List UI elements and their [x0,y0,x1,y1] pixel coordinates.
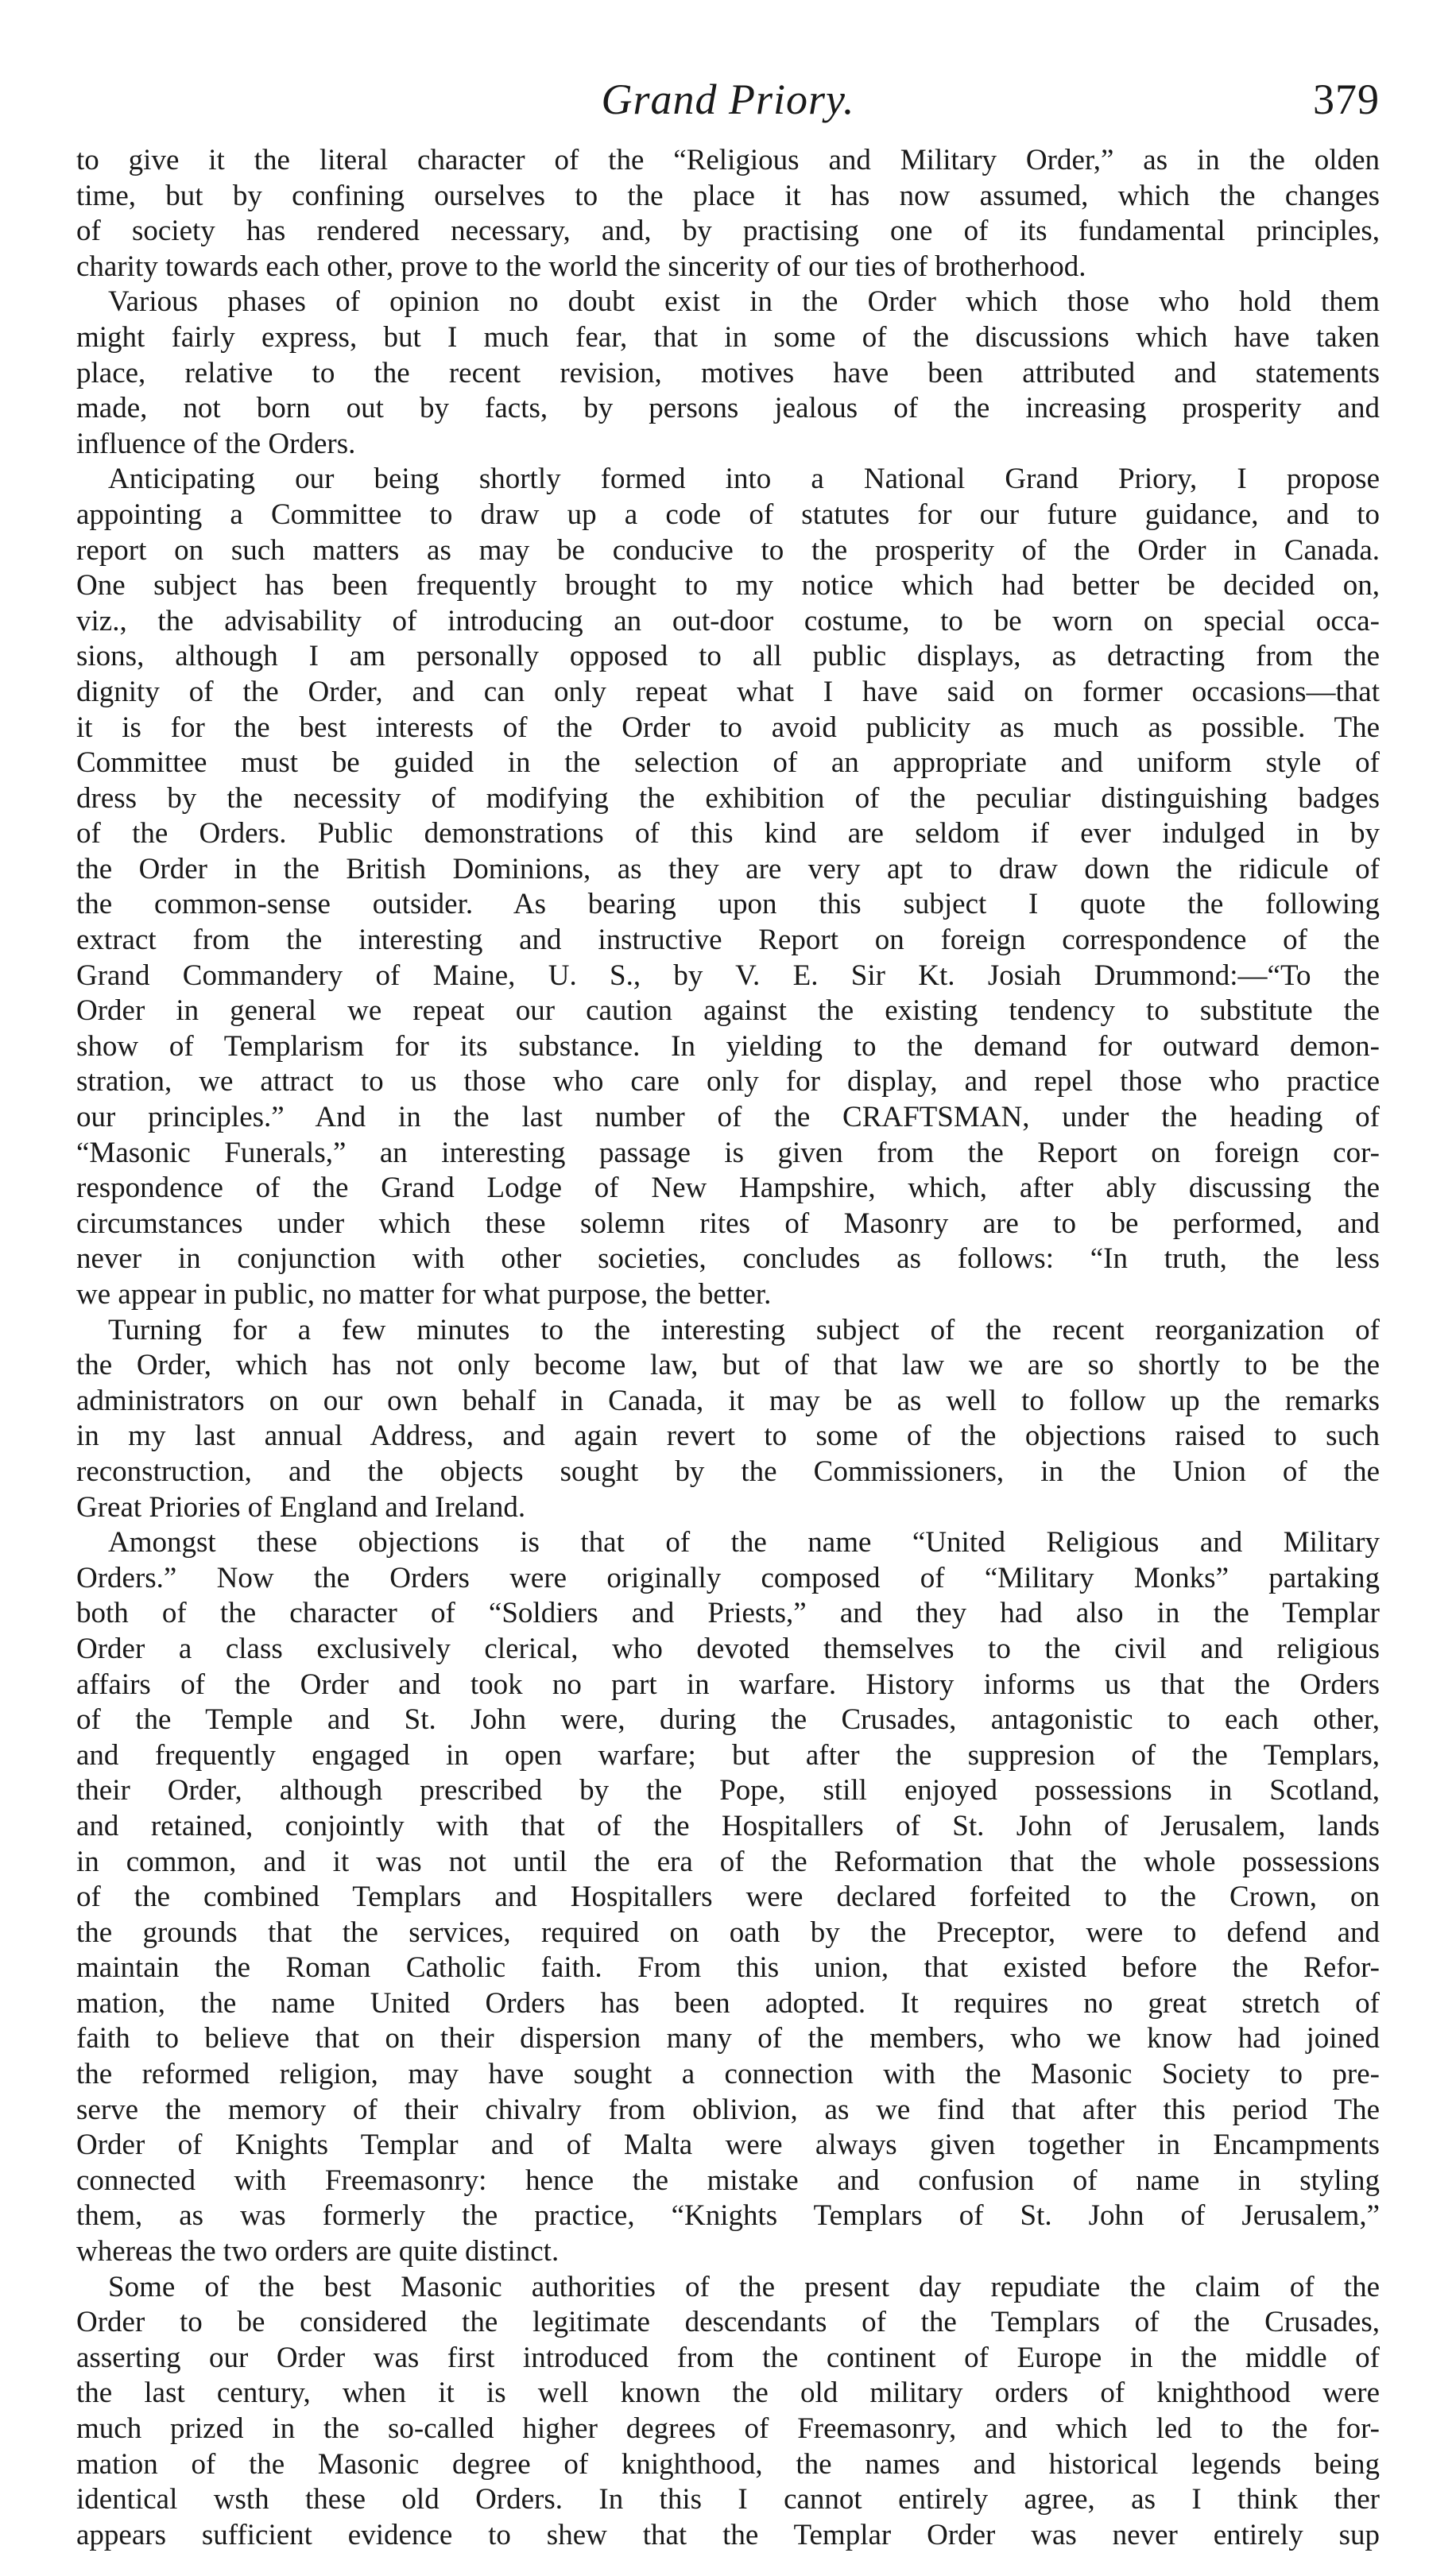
text-line: serve the memory of their chivalry from oblivion, as we find that after this period The [76,2093,1380,2126]
text-line: viz., the advisability of introducing an out-door costume, to be worn on special occa- [76,604,1380,637]
text-line: much prized in the so-called higher degrees of Freemasonry, and which led to the for- [76,2412,1380,2445]
text-line: made, not born out by facts, by persons jealous of the increasing prosperity and [76,392,1380,425]
text-line: Turning for a few minutes to the interesting subject of the recent reorganization of [108,1313,1380,1346]
text-line: Various phases of opinion no doubt exist in the Order which those who hold them [108,285,1380,319]
text-line: the last century, when it is well known the old military orders of knighthood were [76,2377,1380,2410]
text-line: their Order, although prescribed by the Pope, still enjoyed possessions in Scotland, [76,1774,1380,1807]
text-line: the common-sense outsider. As bearing upon this subject I quote the following [76,888,1380,921]
text-line: whereas the two orders are quite distinct. [76,2235,560,2268]
running-head [76,67,1380,143]
text-line: Anticipating our being shortly formed into a National Grand Priory, I propose [108,463,1380,496]
text-line: “Masonic Funerals,” an interesting passage is given from the Report on foreign cor- [76,1136,1380,1169]
text-line: asserting our Order was first introduced from the continent of Europe in the middle of [76,2341,1380,2374]
text-line: charity towards each other, prove to the world the sincerity of our ties of brotherhood. [76,250,1086,283]
text-line: mation of the Masonic degree of knighthood, the names and historical legends being [76,2447,1380,2481]
text-line: dignity of the Order, and can only repeat what I have said on former occasions—that [76,675,1380,708]
text-line: might fairly express, but I much fear, that in some of the discussions which have taken [76,320,1380,354]
text-line: identical wsth these old Orders. In this I cannot entirely agree, as I think ther [76,2483,1380,2516]
text-line: Order of Knights Templar and of Malta were always given together in Encampments [76,2129,1380,2162]
text-line: and retained, conjointly with that of the Hospitallers of St. John of Jerusalem, lands [76,1809,1380,1842]
text-line: the Order, which has not only become law, but of that law we are so shortly to be the [76,1349,1380,1382]
text-line: faith to believe that on their dispersion many of the members, who we know had joined [76,2022,1380,2055]
body-text [76,143,1380,2553]
text-line: connected with Freemasonry: hence the mistake and confusion of name in styling [76,2164,1380,2197]
text-line: Some of the best Masonic authorities of the present day repudiate the claim of the [108,2270,1380,2303]
text-line: Committee must be guided in the selection of an appropriate and uniform style of [76,746,1380,780]
text-line: to give it the literal character of the “Religious and Military Order,” as in the olden [76,144,1380,176]
text-line: them, as was formerly the practice, “Knights Templars of St. John of Jerusalem,” [76,2199,1380,2233]
text-line: Order a class exclusively clerical, who devoted themselves to the civil and religious [76,1632,1380,1665]
text-line: administrators on our own behalf in Canada, it may be as well to follow up the remarks [76,1384,1380,1417]
text-line: in common, and it was not until the era of the Reformation that the whole possessions [76,1845,1380,1878]
text-line: of the Temple and St. John were, during the Crusades, antagonistic to each other, [76,1703,1380,1737]
text-line: appointing a Committee to draw up a code of statutes for our future guidance, and to [76,498,1380,531]
text-line: we appear in public, no matter for what purpose, the better. [76,1278,772,1311]
text-line: extract from the interesting and instructive Report on foreign correspondence of the [76,924,1380,957]
text-line: influence of the Orders. [76,427,356,460]
text-line: Order to be considered the legitimate descendants of the Templars of the Crusades, [76,2306,1380,2339]
text-line: time, but by confining ourselves to the place it has now assumed, which the changes [76,179,1380,212]
text-line: appears sufficient evidence to shew that the Templar Order was never entirely sup [76,2518,1380,2551]
text-line: Grand Commandery of Maine, U. S., by V. E. Sir Kt. Josiah Drummond:—“To the [76,959,1380,992]
text-line: dress by the necessity of modifying the exhibition of the peculiar distinguishing badges [76,781,1380,815]
text-line: it is for the best interests of the Order to avoid publicity as much as possible. The [76,711,1380,744]
text-line: the reformed religion, may have sought a connection with the Masonic Society to pre- [76,2058,1380,2091]
text-line: stration, we attract to us those who care only for display, and repel those who practice [76,1065,1380,1098]
running-title: Grand Priory. [601,76,855,123]
page-number: 379 [1313,76,1380,123]
text-line: the grounds that the services, required on oath by the Preceptor, were to defend and [76,1916,1380,1949]
text-line: of the Orders. Public demonstrations of this kind are seldom if ever indulged in by [76,817,1380,850]
text-line: One subject has been frequently brought to my notice which had better be decided on, [76,569,1380,602]
text-line: reconstruction, and the objects sought by the Commissioners, in the Union of the [76,1455,1380,1488]
text-line: respondence of the Grand Lodge of New Hampshire, which, after ably discussing the [76,1172,1380,1205]
text-line: of society has rendered necessary, and, by practising one of its fundamental principles, [76,215,1380,248]
text-line: show of Templarism for its substance. In yielding to the demand for outward demon- [76,1029,1380,1063]
text-line: sions, although I am personally opposed to all public displays, as detracting from the [76,640,1380,673]
text-line: maintain the Roman Catholic faith. From this union, that existed before the Refor- [76,1951,1380,1985]
text-line: both of the character of “Soldiers and Priests,” and they had also in the Templar [76,1597,1380,1630]
text-line: Great Priories of England and Ireland. [76,1490,526,1524]
text-line: in my last annual Address, and again revert to some of the objections raised to such [76,1420,1380,1453]
text-line: and frequently engaged in open warfare; but after the suppresion of the Templars, [76,1738,1380,1772]
text-line: our principles.” And in the last number of the CRAFTSMAN, under the heading of [76,1101,1380,1134]
text-line: never in conjunction with other societies, concludes as follows: “In truth, the less [76,1242,1380,1276]
text-line: Orders.” Now the Orders were originally composed of “Military Monks” partaking [76,1561,1380,1594]
book-page [76,67,1380,2553]
text-line: Amongst these objections is that of the name “United Religious and Military [108,1526,1380,1559]
text-line: place, relative to the recent revision, motives have been attributed and statements [76,356,1380,389]
text-line: mation, the name United Orders has been adopted. It requires no great stretch of [76,1986,1380,2020]
text-line: Order in general we repeat our caution against the existing tendency to substitute the [76,994,1380,1028]
text-line: the Order in the British Dominions, as they are very apt to draw down the ridicule of [76,852,1380,885]
text-line: of the combined Templars and Hospitallers were declared forfeited to the Crown, on [76,1881,1380,1914]
text-line: affairs of the Order and took no part in warfare. History informs us that the Orders [76,1668,1380,1701]
text-line: report on such matters as may be conducive to the prosperity of the Order in Canada. [76,533,1380,567]
text-line: circumstances under which these solemn rites of Masonry are to be performed, and [76,1207,1380,1240]
